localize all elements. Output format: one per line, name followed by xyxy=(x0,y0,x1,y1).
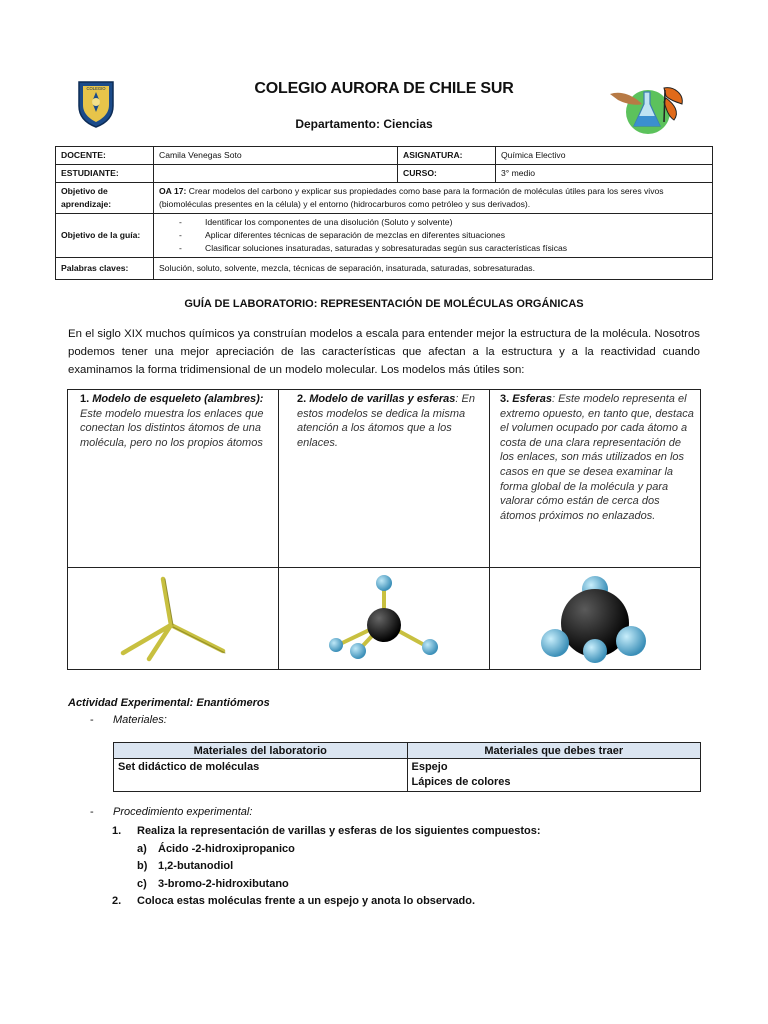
objetivo-aprendizaje-value xyxy=(154,183,713,214)
model-description: En estos modelos se dedica la misma atención a los átomos que a los enlaces. xyxy=(297,393,475,449)
model-description: Este modelo muestra los enlaces que conectan los distintos átomos de una molécula, pero no los propios átomos xyxy=(80,407,264,449)
model-name: Modelo de varillas y esferas xyxy=(309,393,456,405)
compound-item xyxy=(112,841,712,859)
materials-label-text: Materiales: xyxy=(113,714,167,726)
estudiante-field[interactable] xyxy=(154,165,398,183)
curso-value: 3° medio xyxy=(496,165,713,183)
compound-letter: a) xyxy=(137,842,147,855)
procedure-label xyxy=(90,806,252,818)
material-item: Lápices de colores xyxy=(411,776,511,788)
step-number: 1. xyxy=(112,825,122,837)
compound-item xyxy=(112,858,712,876)
materials-label xyxy=(90,714,167,726)
step-text: Realiza la representación de varillas y esferas de los siguientes compuestos: xyxy=(137,825,541,837)
activity-title: Actividad Experimental: Enantiómeros xyxy=(68,697,270,709)
guide-title: GUÍA DE LABORATORIO: REPRESENTACIÓN DE MOLÉCULAS ORGÁNICAS xyxy=(184,298,584,310)
objetivo-guia-item: - Identificar los componentes de una disolución (Soluto y solvente) xyxy=(179,216,707,229)
procedure-steps xyxy=(112,823,712,911)
model-number: 3. xyxy=(500,393,510,405)
models-table xyxy=(67,389,701,670)
oa-code: OA 17: xyxy=(159,186,187,196)
objetivo-guia-label: Objetivo de la guía: xyxy=(56,214,154,258)
department-title: Departamento: Ciencias xyxy=(295,117,433,131)
compound-name: 3-bromo-2-hidroxibutano xyxy=(158,877,289,890)
procedure-label-text: Procedimiento experimental: xyxy=(113,806,253,818)
docente-label: DOCENTE: xyxy=(56,147,154,165)
svg-text:COLEGIO: COLEGIO xyxy=(86,86,106,91)
docente-value: Camila Venegas Soto xyxy=(154,147,398,165)
space-filling-model-image xyxy=(490,568,701,670)
materials-bring-cell xyxy=(407,759,701,792)
materials-lab-cell xyxy=(114,759,408,792)
compound-name: Ácido -2-hidroxipropanico xyxy=(158,842,295,855)
ball-stick-model-image xyxy=(279,568,490,670)
objetivo-aprendizaje-label: Objetivo de aprendizaje: xyxy=(56,183,154,214)
model-cell-spheres xyxy=(490,390,701,568)
asignatura-value: Química Electivo xyxy=(496,147,713,165)
model-sep: : xyxy=(259,393,264,405)
science-logo xyxy=(608,82,686,140)
bullet-dash: - xyxy=(90,714,94,726)
palabras-label: Palabras claves: xyxy=(56,258,154,280)
palabras-value: Solución, soluto, solvente, mezcla, técnicas de separación, insaturada, saturadas, sobresaturadas. xyxy=(154,258,713,280)
bullet-dash: - xyxy=(90,806,94,818)
estudiante-label: ESTUDIANTE: xyxy=(56,165,154,183)
compound-letter: b) xyxy=(137,860,148,873)
model-name: Modelo de esqueleto (alambres) xyxy=(92,393,260,405)
model-cell-skeleton xyxy=(68,390,279,568)
curso-label: CURSO: xyxy=(398,165,496,183)
info-table xyxy=(55,146,713,280)
model-description: Este modelo representa el extremo opuesto, en tanto que, destaca el volumen ocupado por cada átomo a costa de una clara representación de los enlaces, son más utilizados en los casos en que se desea examinar la forma global de la molécula y para valorar cómo están de cerca dos átomos próximos no enlazados. xyxy=(500,393,694,522)
skeleton-model-image xyxy=(68,568,279,670)
objetivo-guia-item: - Aplicar diferentes técnicas de separación de mezclas en diferentes situaciones xyxy=(179,229,707,242)
model-number: 1. xyxy=(80,393,90,405)
model-sep: : xyxy=(455,393,459,405)
model-name: Esferas xyxy=(512,393,553,405)
step-number: 2. xyxy=(112,895,122,908)
material-item: Espejo xyxy=(411,761,448,773)
model-cell-ball-stick xyxy=(279,390,490,568)
procedure-step xyxy=(112,823,712,841)
objetivo-guia-item: - Clasificar soluciones insaturadas, saturadas y sobresaturadas según sus características físicas xyxy=(179,242,707,255)
compound-item xyxy=(112,876,712,894)
materials-bring-header: Materiales que debes traer xyxy=(407,743,701,759)
materials-table xyxy=(113,742,701,792)
objetivo-guia-list xyxy=(154,214,713,258)
asignatura-label: ASIGNATURA: xyxy=(398,147,496,165)
oa-text: Crear modelos del carbono y explicar sus propiedades como base para la formación de moléculas útiles para los seres vivos (biomoléculas presentes en la célula) y el entorno (hidrocarburos como petróleo y sus derivados). xyxy=(159,186,664,209)
intro-paragraph: En el siglo XIX muchos químicos ya construían modelos a escala para entender mejor la estructura de la molécula. Nosotros podemos tener una mejor apreciación de las características que afectan a la estructura y a la reactividad cuando examinamos la forma tridimensional de un modelo molecular. Los modelos más útiles son: xyxy=(68,328,700,376)
step-text: Coloca estas moléculas frente a un espejo y anota lo observado. xyxy=(137,895,476,908)
compound-name: 1,2-butanodiol xyxy=(158,860,234,873)
materials-lab-header: Materiales del laboratorio xyxy=(114,743,408,759)
model-number: 2. xyxy=(297,393,307,405)
procedure-step xyxy=(112,893,712,911)
school-title: COLEGIO AURORA DE CHILE SUR xyxy=(254,80,514,97)
material-item: Set didáctico de moléculas xyxy=(118,761,260,773)
model-sep: : xyxy=(552,393,556,405)
compound-letter: c) xyxy=(137,877,147,890)
